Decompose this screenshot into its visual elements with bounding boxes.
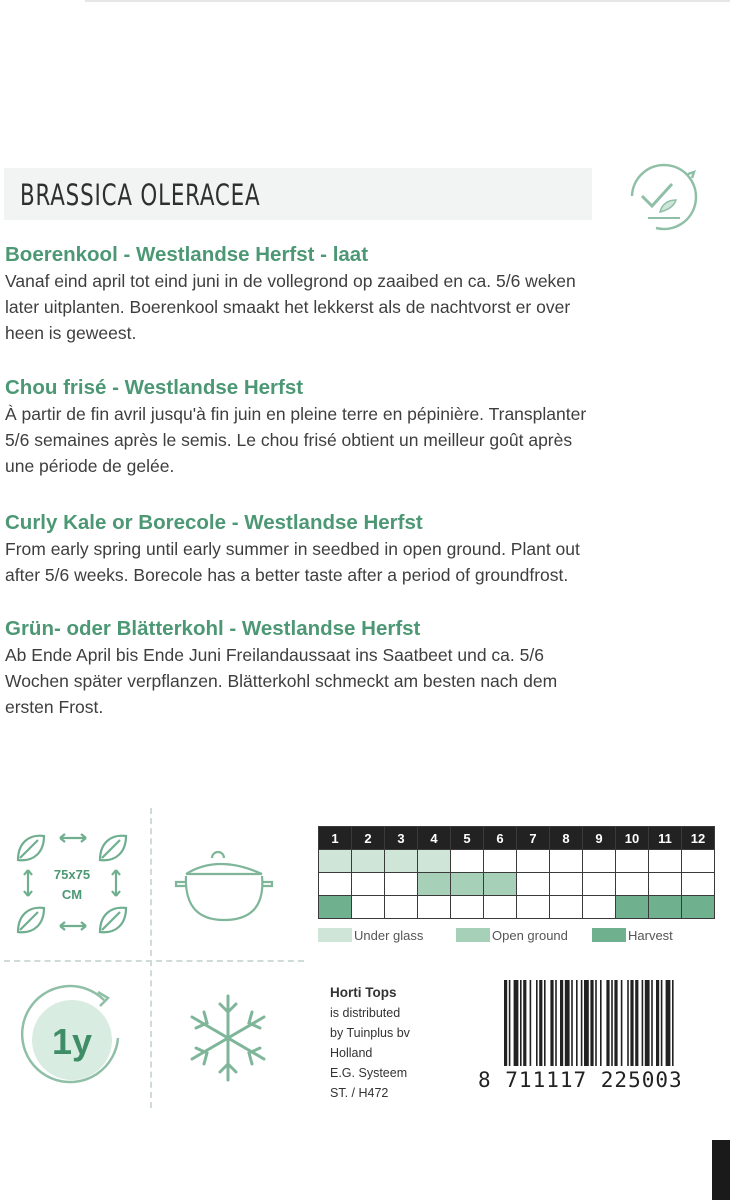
calendar-cell: [352, 873, 385, 896]
barcode-bar: [635, 980, 638, 1066]
section-text-line: ersten Frost.: [5, 697, 104, 717]
section-title: Curly Kale or Borecole - Westlandse Herfst: [5, 511, 423, 534]
barcode-bar: [550, 980, 553, 1066]
barcode-bar: [661, 980, 663, 1066]
calendar-cell: [319, 873, 352, 896]
calendar-cell: [385, 873, 418, 896]
calendar-cell: [583, 850, 616, 873]
calendar-cell: [484, 850, 517, 873]
leaf-icon: [100, 836, 126, 861]
calendar-cell: [451, 873, 484, 896]
distributor-line: is distributed: [330, 1006, 401, 1020]
calendar-cell: [352, 896, 385, 919]
panel-divider-horizontal: [4, 960, 304, 962]
edge-bar: [712, 1140, 730, 1200]
barcode-bar: [642, 980, 644, 1066]
barcode-bar: [536, 980, 538, 1066]
snowflake-icon: [180, 990, 276, 1086]
month-label: 12: [682, 827, 715, 850]
section-title: Grün- oder Blätterkohl - Westlandse Herfst: [5, 617, 421, 640]
calendar-row-open-ground: [319, 873, 715, 896]
calendar-cell: [385, 896, 418, 919]
arrow-icon: [24, 870, 32, 896]
calendar-cell: [550, 896, 583, 919]
calendar-month-row: [319, 827, 715, 850]
barcode-bar: [630, 980, 633, 1066]
section-dutch: [5, 242, 730, 346]
calendar-cell: [682, 850, 715, 873]
barcode-bar: [544, 980, 546, 1066]
calendar-row-under-glass: [319, 850, 715, 873]
barcode-bar: [571, 980, 573, 1066]
barcode-bar: [520, 980, 522, 1066]
calendar-cell: [550, 850, 583, 873]
barcode-bar: [565, 980, 570, 1066]
section-text-line: heen is geweest.: [5, 323, 137, 343]
spacing-size: 75x75: [53, 867, 91, 882]
barcode-bar: [666, 980, 671, 1066]
distributor-line: E.G. Systeem: [330, 1066, 408, 1080]
legend-open-ground: [456, 928, 568, 943]
barcode-bar: [606, 980, 609, 1066]
spacing-unit: CM: [61, 887, 83, 902]
barcode-bar: [576, 980, 578, 1066]
spacing-icon: [8, 822, 138, 944]
barcode-bar: [651, 980, 653, 1066]
barcode-bar: [595, 980, 597, 1066]
month-label: 6: [484, 827, 517, 850]
barcode-bar: [672, 980, 674, 1066]
barcode-bar: [581, 980, 583, 1066]
calendar-row-harvest: [319, 896, 715, 919]
month-label: 7: [517, 827, 550, 850]
barcode-bar: [584, 980, 589, 1066]
legend-label: Under glass: [354, 928, 424, 943]
barcode-number: 8 711117 225003: [478, 1068, 683, 1092]
section-text-line: From early spring until early summer in seedbed in open ground. Plant out: [5, 539, 580, 559]
calendar-cell: [616, 873, 649, 896]
barcode-bar: [645, 980, 650, 1066]
barcode-bar: [523, 980, 526, 1066]
barcode-bar: [611, 980, 613, 1066]
leaf-icon: [18, 836, 44, 861]
barcode-bar: [656, 980, 659, 1066]
legend-swatch: [456, 928, 490, 942]
calendar-cell: [418, 896, 451, 919]
brand-name: Horti Tops: [330, 985, 397, 1000]
barcode: [500, 978, 728, 1068]
barcode-bar: [509, 980, 511, 1066]
barcode-bar: [560, 980, 563, 1066]
section-french: [5, 375, 730, 479]
leaf-icon: [100, 908, 126, 933]
legend-swatch: [592, 928, 626, 942]
calendar-cell: [418, 850, 451, 873]
month-label: 11: [649, 827, 682, 850]
top-divider: [85, 0, 730, 2]
section-english: [5, 510, 730, 588]
distributor-line: ST. / H472: [330, 1086, 389, 1100]
calendar-cell: [550, 873, 583, 896]
calendar-cell: [616, 850, 649, 873]
arrow-icon: [112, 870, 120, 896]
section-title: Chou frisé - Westlandse Herfst: [5, 376, 304, 399]
section-text-line: Wochen später verpflanzen. Blätterkohl schmeckt am besten nach dem: [5, 671, 558, 691]
calendar-cell: [451, 850, 484, 873]
calendar-cell: [517, 873, 550, 896]
lifespan-label: 1y: [51, 1021, 93, 1062]
arrow-icon: [60, 834, 86, 842]
section-text-line: Vanaf eind april tot eind juni in de vollegrond op zaaibed en ca. 5/6 weken: [5, 271, 576, 291]
legend-harvest: [592, 928, 673, 943]
distributor-line: Holland: [330, 1046, 373, 1060]
legend-swatch: [318, 928, 352, 942]
month-label: 10: [616, 827, 649, 850]
barcode-bar: [627, 980, 629, 1066]
barcode-bar: [621, 980, 623, 1066]
section-text-line: À partir de fin avril jusqu'à fin juin en pleine terre en pépinière. Transplanter: [5, 404, 587, 424]
month-label: 8: [550, 827, 583, 850]
barcode-bar: [539, 980, 542, 1066]
calendar-cell: [649, 873, 682, 896]
sowing-calendar: [318, 826, 715, 919]
check-leaf-icon: [608, 156, 704, 236]
distributor-info: [330, 983, 410, 1103]
barcode-bar: [555, 980, 557, 1066]
barcode-bar: [530, 980, 532, 1066]
legend-label: Harvest: [628, 928, 673, 943]
month-label: 5: [451, 827, 484, 850]
barcode-bar: [504, 980, 507, 1066]
section-text-line: une période de gelée.: [5, 456, 175, 476]
section-title: Boerenkool - Westlandse Herfst - laat: [5, 243, 369, 266]
section-german: [5, 616, 730, 720]
calendar-cell: [517, 896, 550, 919]
cycle-arrow-icon: [14, 978, 134, 1098]
species-name: BRASSICA OLERACEA: [20, 178, 261, 212]
calendar-cell: [451, 896, 484, 919]
leaf-icon: [18, 908, 44, 933]
panel-divider-vertical: [150, 808, 152, 1108]
calendar-cell: [418, 873, 451, 896]
month-label: 4: [418, 827, 451, 850]
arrow-icon: [60, 922, 86, 930]
section-text-line: 5/6 semaines après le semis. Le chou frisé obtient un meilleur goût après: [5, 430, 573, 450]
barcode-bar: [614, 980, 617, 1066]
calendar-cell: [682, 873, 715, 896]
calendar-cell: [616, 896, 649, 919]
calendar-cell: [484, 896, 517, 919]
month-label: 3: [385, 827, 418, 850]
month-label: 2: [352, 827, 385, 850]
calendar-cell: [649, 896, 682, 919]
month-label: 1: [319, 827, 352, 850]
calendar-cell: [319, 896, 352, 919]
calendar-cell: [484, 873, 517, 896]
cooking-pot-icon: [172, 840, 282, 930]
calendar-cell: [583, 896, 616, 919]
section-text-line: after 5/6 weeks. Borecole has a better taste after a period of groundfrost.: [5, 565, 569, 585]
legend-label: Open ground: [492, 928, 568, 943]
barcode-bar: [590, 980, 593, 1066]
calendar-cell: [583, 873, 616, 896]
distributor-line: by Tuinplus bv: [330, 1026, 410, 1040]
barcode-bar: [600, 980, 602, 1066]
calendar-cell: [352, 850, 385, 873]
month-label: 9: [583, 827, 616, 850]
calendar-cell: [649, 850, 682, 873]
calendar-cell: [319, 850, 352, 873]
calendar-cell: [385, 850, 418, 873]
legend-under-glass: [318, 928, 423, 943]
barcode-bar: [514, 980, 519, 1066]
calendar-cell: [682, 896, 715, 919]
section-text-line: Ab Ende April bis Ende Juni Freilandaussaat ins Saatbeet und ca. 5/6: [5, 645, 544, 665]
section-text-line: later uitplanten. Boerenkool smaakt het lekkerst als de nachtvorst er over: [5, 297, 571, 317]
calendar-cell: [517, 850, 550, 873]
